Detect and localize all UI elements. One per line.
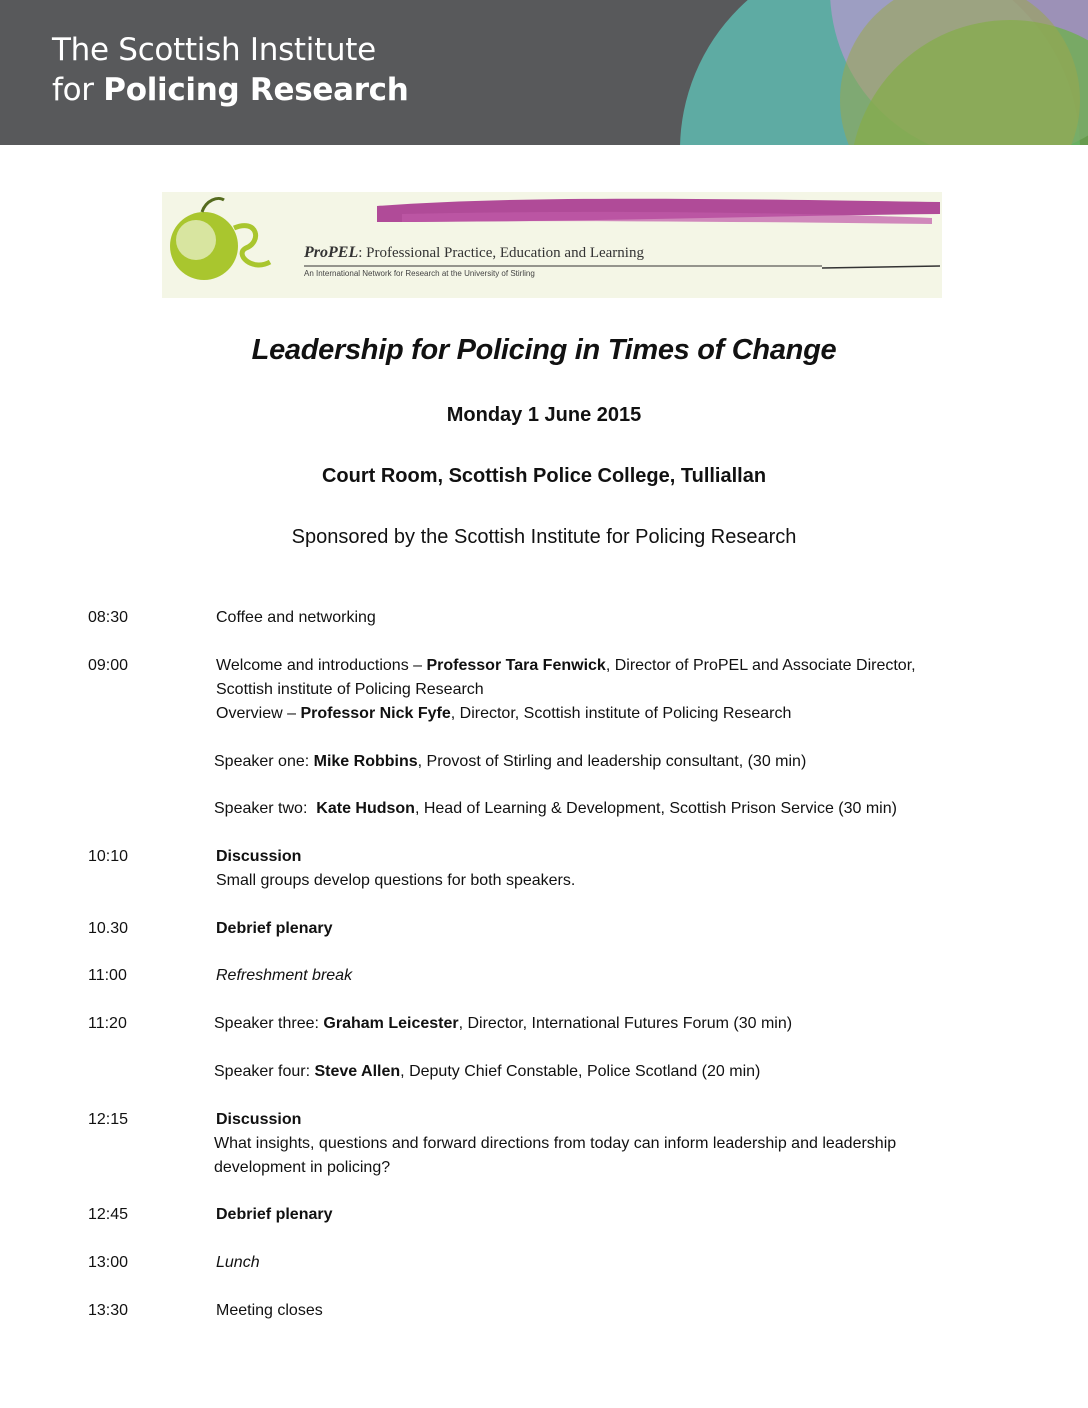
event-title: Leadership for Policing in Times of Change xyxy=(251,334,837,366)
agenda-item-title: Debrief plenary xyxy=(216,1206,333,1223)
agenda-item xyxy=(216,845,1016,893)
agenda-item: Meeting closes xyxy=(216,1302,323,1319)
event-date: Monday 1 June 2015 xyxy=(446,404,642,426)
speaker-line: Speaker one: Mike Robbins, Provost of Stirling and leadership consultant, (30 min) xyxy=(214,753,807,770)
speaker-line: Speaker two: Kate Hudson, Head of Learning & Development, Scottish Prison Service (30 min) xyxy=(214,800,897,817)
agenda-time: 10.30 xyxy=(88,920,129,937)
agenda-item: Refreshment break xyxy=(216,967,353,984)
header-banner xyxy=(0,0,1088,145)
institute-logotype xyxy=(52,30,409,110)
propel-subtitle: An International Network for Research at the University of Stirling xyxy=(304,269,535,278)
agenda-item-title: Discussion xyxy=(216,1111,302,1128)
agenda-item xyxy=(216,1108,1016,1180)
agenda-time: 13:00 xyxy=(88,1254,129,1271)
agenda-item xyxy=(216,654,1016,726)
welcome-line-2: Scottish institute of Policing Research xyxy=(216,681,484,698)
speaker-line: Speaker three: Graham Leicester, Director, International Futures Forum (30 min) xyxy=(214,1015,793,1032)
welcome-line: Welcome and introductions – Professor Tara Fenwick, Director of ProPEL and Associate Director, xyxy=(216,657,916,674)
agenda-item: Lunch xyxy=(216,1254,260,1271)
agenda-item: Coffee and networking xyxy=(216,609,376,626)
agenda-time: 12:45 xyxy=(88,1206,129,1223)
agenda-item-text: Small groups develop questions for both speakers. xyxy=(216,872,576,889)
agenda-item-title: Debrief plenary xyxy=(216,920,333,937)
agenda-time: 09:00 xyxy=(88,657,129,674)
propel-logo xyxy=(162,192,942,298)
agenda-item-title: Discussion xyxy=(216,848,302,865)
agenda-time: 10:10 xyxy=(88,848,129,865)
propel-name: ProPEL: Professional Practice, Education and Learning xyxy=(304,244,644,261)
institute-name-line1: The Scottish Institute xyxy=(52,32,376,68)
event-venue: Court Room, Scottish Police College, Tulliallan xyxy=(321,465,767,487)
agenda-time: 11:20 xyxy=(88,1015,127,1032)
speaker-line: Speaker four: Steve Allen, Deputy Chief Constable, Police Scotland (20 min) xyxy=(214,1063,761,1080)
event-sponsor: Sponsored by the Scottish Institute for Policing Research xyxy=(291,526,797,548)
agenda-item-text-2: development in policing? xyxy=(214,1159,391,1176)
overview-line: Overview – Professor Nick Fyfe, Director, Scottish institute of Policing Research xyxy=(216,705,792,722)
institute-name-line2: for Policing Research xyxy=(52,72,409,108)
agenda-time: 12:15 xyxy=(88,1111,129,1128)
agenda-time: 08:30 xyxy=(88,609,129,626)
agenda-item-text: What insights, questions and forward directions from today can inform leadership and leadership xyxy=(214,1135,897,1152)
agenda-time: 13:30 xyxy=(88,1302,129,1319)
agenda-time: 11:00 xyxy=(88,967,127,984)
